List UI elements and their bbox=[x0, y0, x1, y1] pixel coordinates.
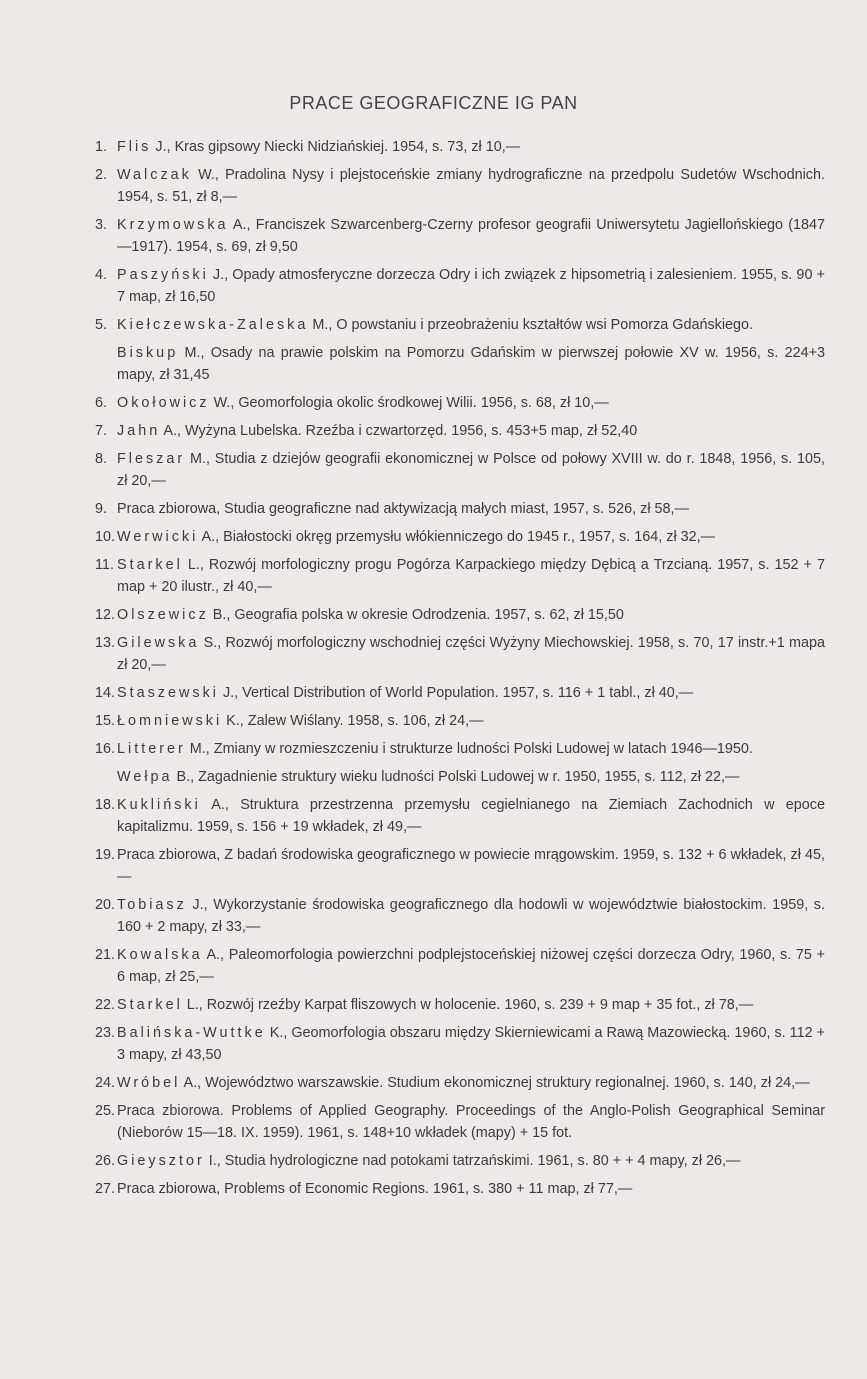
list-item bbox=[95, 1178, 825, 1200]
publication-list bbox=[95, 136, 825, 1206]
item-details: J., Vertical Distribution of World Population. 1957, s. 116 + 1 tabl., zł 40,— bbox=[218, 685, 694, 701]
item-author: Wróbel bbox=[117, 1075, 181, 1091]
item-number: 27. bbox=[95, 1181, 116, 1197]
item-details: W., Geomorfologia okolic środkowej Wilii. 1956, s. 68, zł 10,— bbox=[209, 395, 609, 411]
list-item bbox=[95, 136, 825, 158]
item-author: Łomniewski bbox=[117, 713, 223, 729]
item-text bbox=[117, 392, 825, 414]
item-number: 13. bbox=[95, 635, 116, 651]
item-details: A., Województwo warszawskie. Studium ekonomicznej struktury regionalnej. 1960, s. 140, zł 24,— bbox=[180, 1075, 810, 1091]
list-item bbox=[95, 1022, 825, 1066]
item-details: A., Struktura przestrzenna przemysłu cegielnianego na Ziemiach Zachodnich w epoce kapitalizmu. 1959, s. 156 + 19 wkładek, zł 49,— bbox=[117, 797, 825, 835]
item-author: Litterer bbox=[117, 741, 186, 757]
list-item bbox=[95, 710, 825, 732]
item-text bbox=[117, 214, 825, 258]
item-details: J., Wykorzystanie środowiska geograficznego dla hodowli w województwie białostockim. 1959, s. 160 + 2 mapy, zł 33,— bbox=[117, 897, 825, 935]
item-number: 23. bbox=[95, 1025, 116, 1041]
item-text bbox=[117, 1100, 825, 1144]
list-item bbox=[95, 554, 825, 598]
list-item bbox=[95, 604, 825, 626]
item-text bbox=[117, 420, 825, 442]
item-author: Flis bbox=[117, 139, 152, 155]
list-item bbox=[95, 632, 825, 676]
item-details: S., Rozwój morfologiczny wschodniej części Wyżyny Miechowskiej. 1958, s. 70, 17 instr.+1 mapa zł 20,— bbox=[117, 635, 825, 673]
list-item bbox=[95, 214, 825, 258]
item-number: 16. bbox=[95, 741, 116, 757]
item-author: Olszewicz bbox=[117, 607, 209, 623]
item-author: Paszyński bbox=[117, 267, 209, 283]
item-text bbox=[117, 944, 825, 988]
item-text bbox=[117, 632, 825, 676]
item-author: Walczak bbox=[117, 167, 192, 183]
item-author: Tobiasz bbox=[117, 897, 187, 913]
item-number: 10. bbox=[95, 529, 116, 545]
item-text bbox=[117, 314, 825, 336]
list-item bbox=[95, 420, 825, 442]
item-details: K., Geomorfologia obszaru między Skierniewicami a Rawą Mazowiecką. 1960, s. 112 + 3 mapy, zł 43,50 bbox=[117, 1025, 825, 1063]
item-text bbox=[117, 844, 825, 888]
item-details: A., Paleomorfologia powierzchni podplejstoceńskiej niżowej części dorzecza Odry, 1960, s. 75 + 6 map, zł 25,— bbox=[117, 947, 825, 985]
list-item bbox=[95, 894, 825, 938]
item-text bbox=[117, 136, 825, 158]
list-item bbox=[95, 526, 825, 548]
item-number: 2. bbox=[95, 167, 108, 183]
item-text bbox=[117, 794, 825, 838]
item-number: 18. bbox=[95, 797, 116, 813]
item-text bbox=[117, 1150, 825, 1172]
item-text bbox=[117, 1072, 825, 1094]
item-details: A., Franciszek Szwarcenberg-Czerny profesor geografii Uniwersytetu Jagiellońskiego (1847—1917). 1954, s. 69, zł 9,50 bbox=[117, 217, 825, 255]
item-text bbox=[117, 604, 825, 626]
item-text bbox=[117, 1178, 825, 1200]
item-details: M., Zmiany w rozmieszczeniu i strukturze ludności Polski Ludowej w latach 1946—1950. bbox=[185, 741, 753, 757]
item-number: 4. bbox=[95, 267, 108, 283]
list-item bbox=[95, 844, 825, 888]
item-author: Kowalska bbox=[117, 947, 203, 963]
item-number: 5. bbox=[95, 317, 108, 333]
item-number: 19. bbox=[95, 847, 116, 863]
item-text bbox=[117, 342, 825, 386]
item-details: B., Geografia polska w okresie Odrodzenia. 1957, s. 62, zł 15,50 bbox=[208, 607, 624, 623]
item-details: Praca zbiorowa, Problems of Economic Regions. 1961, s. 380 + 11 map, zł 77,— bbox=[117, 1181, 633, 1197]
item-details: I., Studia hydrologiczne nad potokami tatrzańskimi. 1961, s. 80 + + 4 mapy, zł 26,— bbox=[204, 1153, 741, 1169]
item-text bbox=[117, 894, 825, 938]
item-details: M., O powstaniu i przeobrażeniu kształtów wsi Pomorza Gdańskiego. bbox=[308, 317, 754, 333]
item-author: Balińska-Wuttke bbox=[117, 1025, 266, 1041]
list-item bbox=[95, 448, 825, 492]
item-text bbox=[117, 682, 825, 704]
list-item bbox=[95, 1100, 825, 1144]
list-item bbox=[95, 264, 825, 308]
item-details: A., Białostocki okręg przemysłu włókienniczego do 1945 r., 1957, s. 164, zł 32,— bbox=[198, 529, 716, 545]
item-text bbox=[117, 710, 825, 732]
item-details: L., Rozwój morfologiczny progu Pogórza Karpackiego między Dębicą a Trzcianą. 1957, s. 152 + 7 map + 20 ilustr., zł 40,— bbox=[117, 557, 825, 595]
item-details: Praca zbiorowa, Studia geograficzne nad aktywizacją małych miast, 1957, s. 526, zł 58,— bbox=[117, 501, 689, 517]
item-details: Praca zbiorowa. Problems of Applied Geography. Proceedings of the Anglo-Polish Geographical Seminar (Nieborów 15—18. IX. 1959). 1961, s. 148+10 wkładek (mapy) + 15 fot. bbox=[117, 1103, 825, 1141]
item-text bbox=[117, 498, 825, 520]
item-author: Starkel bbox=[117, 997, 183, 1013]
item-number: 20. bbox=[95, 897, 116, 913]
item-number: 15. bbox=[95, 713, 116, 729]
list-item bbox=[95, 1150, 825, 1172]
list-item bbox=[95, 944, 825, 988]
item-author: Staszewski bbox=[117, 685, 219, 701]
item-author: Werwicki bbox=[117, 529, 199, 545]
item-details: J., Kras gipsowy Niecki Nidziańskiej. 1954, s. 73, zł 10,— bbox=[151, 139, 521, 155]
item-text bbox=[117, 994, 825, 1016]
list-item bbox=[95, 738, 825, 760]
item-number: 9. bbox=[95, 501, 108, 517]
item-details: J., Opady atmosferyczne dorzecza Odry i ich związek z hipsometrią i zalesieniem. 1955, s. 90 + 7 map, zł 16,50 bbox=[117, 267, 825, 305]
item-number: 8. bbox=[95, 451, 108, 467]
item-number: 7. bbox=[95, 423, 108, 439]
list-item bbox=[95, 766, 825, 788]
list-item bbox=[95, 342, 825, 386]
item-number: 22. bbox=[95, 997, 116, 1013]
item-text bbox=[117, 738, 825, 760]
list-item bbox=[95, 682, 825, 704]
item-author: Gilewska bbox=[117, 635, 200, 651]
item-author: Biskup bbox=[117, 345, 179, 361]
item-number: 12. bbox=[95, 607, 116, 623]
list-item bbox=[95, 994, 825, 1016]
list-item bbox=[95, 392, 825, 414]
item-author: Kukliński bbox=[117, 797, 201, 813]
item-author: Okołowicz bbox=[117, 395, 210, 411]
item-author: Kiełczewska-Zaleska bbox=[117, 317, 309, 333]
item-number: 3. bbox=[95, 217, 108, 233]
item-details: A., Wyżyna Lubelska. Rzeźba i czwartorzęd. 1956, s. 453+5 map, zł 52,40 bbox=[160, 423, 638, 439]
item-author: Wełpa bbox=[117, 769, 173, 785]
list-item bbox=[95, 794, 825, 838]
item-number bbox=[95, 766, 117, 788]
list-item bbox=[95, 314, 825, 336]
item-number: 1. bbox=[95, 139, 108, 155]
list-item bbox=[95, 498, 825, 520]
item-author: Starkel bbox=[117, 557, 183, 573]
item-author: Krzymowska bbox=[117, 217, 229, 233]
item-author: Jahn bbox=[117, 423, 161, 439]
item-details: K., Zalew Wiślany. 1958, s. 106, zł 24,— bbox=[222, 713, 484, 729]
item-details: Praca zbiorowa, Z badań środowiska geograficznego w powiecie mrągowskim. 1959, s. 132 + 6 wkładek, zł 45,— bbox=[117, 847, 825, 885]
item-text bbox=[117, 526, 825, 548]
page-title: PRACE GEOGRAFICZNE IG PAN bbox=[289, 93, 578, 113]
item-details: B., Zagadnienie struktury wieku ludności Polski Ludowej w r. 1950, 1955, s. 112, zł 22,— bbox=[172, 769, 740, 785]
item-number: 14. bbox=[95, 685, 116, 701]
list-item bbox=[95, 164, 825, 208]
item-text bbox=[117, 164, 825, 208]
item-text bbox=[117, 1022, 825, 1066]
item-number bbox=[95, 342, 117, 386]
item-details: L., Rozwój rzeźby Karpat fliszowych w holocenie. 1960, s. 239 + 9 map + 35 fot., zł 78,— bbox=[182, 997, 754, 1013]
item-details: M., Osady na prawie polskim na Pomorzu Gdańskim w pierwszej połowie XV w. 1956, s. 224+3 mapy, zł 31,45 bbox=[117, 345, 825, 383]
item-number: 24. bbox=[95, 1075, 116, 1091]
item-text bbox=[117, 264, 825, 308]
item-number: 26. bbox=[95, 1153, 116, 1169]
list-item bbox=[95, 1072, 825, 1094]
item-number: 21. bbox=[95, 947, 116, 963]
item-author: Fleszar bbox=[117, 451, 186, 467]
item-number: 11. bbox=[95, 557, 114, 573]
item-text bbox=[117, 554, 825, 598]
item-text bbox=[117, 766, 825, 788]
item-details: W., Pradolina Nysy i plejstoceńskie zmiany hydrograficzne na przedpolu Sudetów Wschodnich. 1954, s. 51, zł 8,— bbox=[117, 167, 825, 205]
item-number: 6. bbox=[95, 395, 108, 411]
item-number: 25. bbox=[95, 1103, 116, 1119]
item-author: Gieysztor bbox=[117, 1153, 205, 1169]
item-details: M., Studia z dziejów geografii ekonomicznej w Polsce od połowy XVIII w. do r. 1848, 1956, s. 105, zł 20,— bbox=[117, 451, 825, 489]
item-text bbox=[117, 448, 825, 492]
